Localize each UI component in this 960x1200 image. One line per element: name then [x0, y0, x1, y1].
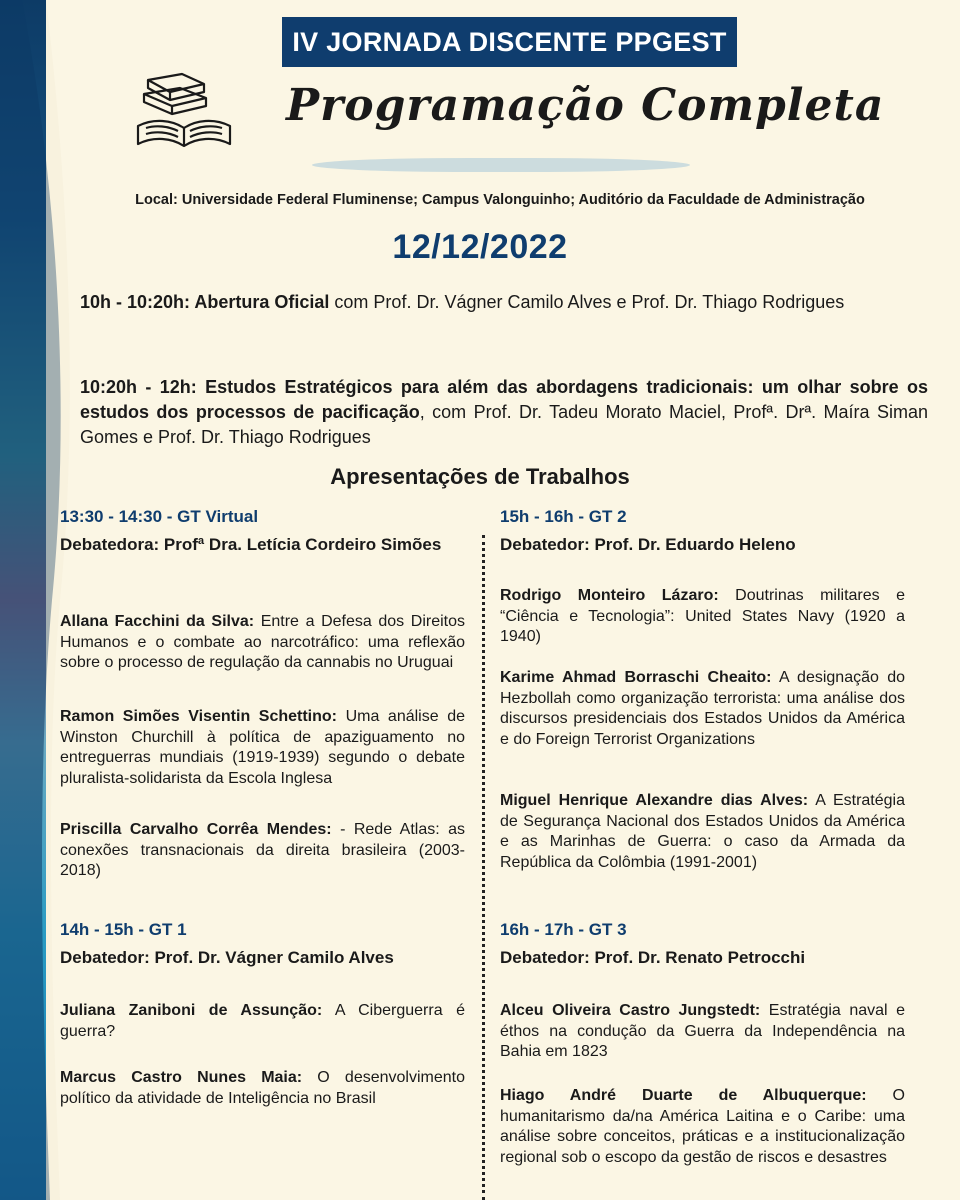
agenda-item-details: , com Prof. Dr. Tadeu Morato Maciel, Profª. Drª. Maíra Siman Gomes e Prof. Dr. Thiago Rodrigues — [80, 402, 928, 447]
gt2-heading: 15h - 16h - GT 2 — [500, 507, 627, 526]
presentation-item — [500, 1001, 905, 1063]
agenda-item-opening — [80, 288, 928, 316]
presentation-title: - Rede Atlas: as conexões transnacionais da direita brasileira (2003-2018) — [60, 821, 466, 879]
presentation-title: A Ciberguerra é guerra? — [60, 1002, 465, 1040]
presentation-item — [60, 612, 465, 674]
presentation-item — [60, 1068, 465, 1109]
presentation-item — [60, 707, 465, 789]
presentation-title: O humanitarismo da/na América Laitina e o Caribe: uma análise sobre conceitos, práticas e a institucionalização regional sob o escopo da gestão de riscos e desastres — [500, 1087, 905, 1166]
books-icon — [134, 70, 234, 150]
presenter-name: Alceu Oliveira Castro Jungstedt: — [500, 1002, 761, 1019]
gt-virtual-heading: 13:30 - 14:30 - GT Virtual — [60, 507, 259, 526]
presentation-title: Estratégia naval e éthos na condução da Guerra da Independência na Bahia em 1823 — [500, 1002, 905, 1060]
agenda-item-title: 10h - 10:20h: Abertura Oficial — [80, 292, 330, 312]
gt3-heading: 16h - 17h - GT 3 — [500, 920, 627, 939]
presenter-name: Karime Ahmad Borraschi Cheaito: — [500, 669, 772, 686]
event-date: 12/12/2022 — [392, 228, 568, 266]
column-divider — [482, 535, 485, 1200]
agenda-item-details: com Prof. Dr. Vágner Camilo Alves e Prof. Dr. Thiago Rodrigues — [329, 292, 845, 312]
presenter-name: Rodrigo Monteiro Lázaro: — [500, 587, 719, 604]
presentation-item — [500, 791, 905, 873]
presentation-title: O desenvolvimento político da atividade de Inteligência no Brasil — [60, 1069, 465, 1107]
presenter-name: Allana Facchini da Silva: — [60, 613, 255, 630]
presentation-title: Entre a Defesa dos Direitos Humanos e o combate ao narcotráfico: uma reflexão sobre o processo de regulação da cannabis no Uruguai — [60, 613, 466, 671]
presenter-name: Miguel Henrique Alexandre dias Alves: — [500, 792, 809, 809]
agenda-item-title: 10:20h - 12h: Estudos Estratégicos para além das abordagens tradicionais: um olhar sobre os estudos dos processos de pacificação — [80, 377, 928, 422]
gt3-debater: Debatedor: Prof. Dr. Renato Petrocchi — [500, 948, 806, 967]
presenter-name: Marcus Castro Nunes Maia: — [60, 1069, 303, 1086]
decorative-brush-stroke — [312, 158, 690, 172]
subtitle-script: Programação Completa — [286, 80, 885, 131]
presentation-item — [500, 668, 905, 750]
agenda-item-lecture — [80, 375, 928, 450]
presentation-title: Doutrinas militares e “Ciência e Tecnologia”: United States Navy (1920 a 1940) — [500, 587, 905, 645]
gt1-heading: 14h - 15h - GT 1 — [60, 920, 187, 939]
event-location: Local: Universidade Federal Fluminense; Campus Valonguinho; Auditório da Faculdade de Administração — [135, 192, 865, 208]
presenter-name: Priscilla Carvalho Corrêa Mendes: — [60, 821, 332, 838]
presentation-item — [60, 1001, 465, 1042]
presentation-title: A Estratégia de Segurança Nacional dos Estados Unidos da América e as Marinhas de Guerra: o caso da Armada da República da Colômbia (1991-2001) — [500, 792, 905, 871]
presenter-name: Hiago André Duarte de Albuquerque: — [500, 1087, 867, 1104]
presentation-title: A designação do Hezbollah como organização terrorista: uma análise dos discursos presidenciais dos Estados Unidos da América e do Foreign Terrorist Organizations — [500, 669, 905, 748]
presentation-item — [500, 586, 905, 648]
event-title: IV JORNADA DISCENTE PPGEST — [292, 26, 727, 57]
gt1-debater: Debatedor: Prof. Dr. Vágner Camilo Alves — [60, 948, 394, 967]
presentation-item — [500, 1086, 905, 1168]
presentation-item — [60, 820, 465, 882]
presenter-name: Ramon Simões Visentin Schettino: — [60, 708, 338, 725]
presentation-title: Uma análise de Winston Churchill à política de apaziguamento no entreguerras mundiais (1919-1939) segundo o debate pluralista-solidarista da Escola Inglesa — [60, 708, 466, 787]
presenter-name: Juliana Zaniboni de Assunção: — [60, 1002, 323, 1019]
gt-virtual-debater: Debatedora: Profª Dra. Letícia Cordeiro Simões — [60, 535, 442, 554]
event-title-banner — [282, 17, 737, 67]
section-title: Apresentações de Trabalhos — [330, 464, 630, 489]
gt2-debater: Debatedor: Prof. Dr. Eduardo Heleno — [500, 535, 796, 554]
